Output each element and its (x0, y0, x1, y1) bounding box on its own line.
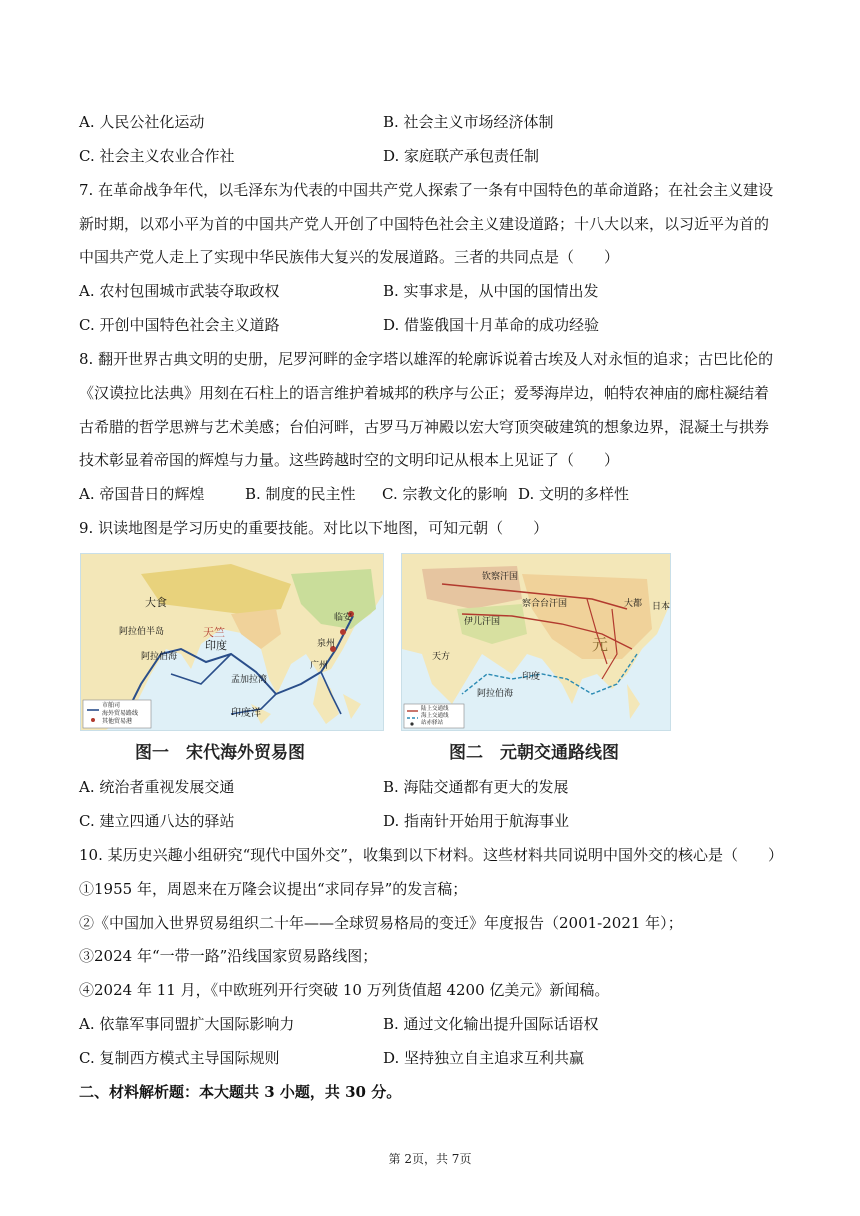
q7-option-d: D. 借鉴俄国十月革命的成功经验 (383, 316, 600, 334)
map1-legend-item-1: 市舶司 (102, 702, 121, 709)
q9-option-c: C. 建立四通八达的驿站 (79, 812, 235, 830)
q8-option-b: B. 制度的民主性 (245, 485, 356, 503)
yuan-routes-map (401, 553, 671, 731)
map2-legend (421, 706, 449, 727)
q8-stem-line-4: 技术彰显着帝国的辉煌与力量。这些跨越时空的文明印记从根本上见证了（ ） (79, 451, 620, 469)
map1-legend-item-2: 海外贸易路线 (102, 710, 139, 717)
q10-option-c: C. 复制西方模式主导国际规则 (79, 1049, 280, 1067)
map1-label-tianzhu: 天竺 (203, 626, 225, 639)
map1-label-bay-of-bengal: 孟加拉湾 (231, 675, 268, 685)
map2-label-ilkhanate: 伊儿汗国 (464, 617, 501, 627)
q6-option-a: A. 人民公社化运动 (79, 113, 205, 131)
q8-stem-line-1: 8. 翻开世界古典文明的史册，尼罗河畔的金字塔以雄浑的轮廓诉说着古埃及人对永恒的追求；古巴比伦的 (79, 350, 774, 368)
q9-stem: 9. 识读地图是学习历史的重要技能。对比以下地图，可知元朝（ ） (79, 519, 549, 537)
map1-label-guangzhou: 广州 (310, 661, 329, 671)
q10-option-d: D. 坚持独立自主追求互利共赢 (383, 1049, 585, 1067)
map1-label-arabian-sea: 阿拉伯海 (141, 652, 178, 662)
map2-legend-item-3: 站赤驿站 (421, 720, 444, 726)
map2-label-tianfang: 天方 (432, 652, 451, 662)
q7-stem-line-2: 新时期，以邓小平为首的中国共产党人开创了中国特色社会主义建设道路；十八大以来，以习近平为首的 (79, 215, 770, 233)
q10-stem: 10. 某历史兴趣小组研究“现代中国外交”，收集到以下材料。这些材料共同说明中国外交的核心是（ ） (79, 846, 783, 864)
map2-label-arabian-sea: 阿拉伯海 (477, 689, 514, 699)
map1-legend-item-3: 其他贸易港 (102, 718, 133, 725)
q10-material-1: ①1955 年，周恩来在万隆会议提出“求同存异”的发言稿； (79, 880, 468, 898)
q7-option-a: A. 农村包围城市武装夺取政权 (79, 282, 280, 300)
q9-option-b: B. 海陆交通都有更大的发展 (383, 778, 569, 796)
map1-label-indian-ocean: 印度洋 (231, 708, 261, 719)
q10-material-2: ②《中国加入世界贸易组织二十年——全球贸易格局的变迁》年度报告（2001-2021 年）； (79, 914, 683, 932)
map2-legend-item-1: 陆上交通线 (421, 706, 449, 712)
q9-option-d: D. 指南针开始用于航海事业 (383, 812, 570, 830)
map1-label-linan: 临安 (334, 613, 353, 623)
q10-option-b: B. 通过文化输出提升国际话语权 (383, 1015, 599, 1033)
map2-label-dadu: 大都 (624, 599, 643, 609)
q7-stem-line-3: 中国共产党人走上了实现中华民族伟大复兴的发展道路。三者的共同点是（ ） (79, 248, 620, 266)
map1-legend (102, 702, 138, 726)
q10-material-3: ③2024 年“一带一路”沿线国家贸易路线图； (79, 947, 378, 965)
q8-option-c: C. 宗教文化的影响 (382, 485, 508, 503)
q10-material-4: ④2024 年 11 月，《中欧班列开行突破 10 万列货值超 4200 亿美元》新闻稿。 (79, 981, 610, 999)
q8-stem-line-3: 古希腊的哲学思辨与艺术美感；台伯河畔，古罗马万神殿以宏大穹顶突破建筑的想象边界，混凝土与拱券 (79, 418, 770, 436)
q8-option-a: A. 帝国昔日的辉煌 (79, 485, 205, 503)
q10-option-a: A. 依靠军事同盟扩大国际影响力 (79, 1015, 295, 1033)
map1-label-arabia: 阿拉伯半岛 (119, 627, 165, 637)
map1-label-india: 印度 (205, 639, 227, 652)
map2-caption: 图二 元朝交通路线图 (449, 743, 619, 763)
map1-label-quanzhou: 泉州 (317, 639, 336, 649)
q8-stem-line-2: 《汉谟拉比法典》用刻在石柱上的语言维护着城邦的秩序与公正；爱琴海岸边，帕特农神庙的廊柱凝结着 (79, 384, 770, 402)
q6-option-c: C. 社会主义农业合作社 (79, 147, 235, 165)
map2-label-kipchak: 钦察汗国 (482, 572, 519, 582)
q7-option-c: C. 开创中国特色社会主义道路 (79, 316, 280, 334)
map2-label-chagatai: 察合台汗国 (522, 599, 568, 609)
song-trade-map (80, 553, 384, 731)
section-2-heading: 二、材料解析题：本大题共 3 小题，共 30 分。 (79, 1083, 402, 1101)
map1-label-dashi: 大食 (145, 596, 167, 609)
map2-legend-item-2: 海上交通线 (421, 713, 449, 719)
map2-label-india: 印度 (522, 672, 541, 682)
map2-label-japan: 日本 (652, 602, 671, 612)
page-footer: 第 2页，共 7页 (388, 1152, 472, 1166)
q6-option-d: D. 家庭联产承包责任制 (383, 147, 540, 165)
q7-option-b: B. 实事求是，从中国的国情出发 (383, 282, 599, 300)
map2-label-yuan: 元 (592, 635, 609, 654)
q6-option-b: B. 社会主义市场经济体制 (383, 113, 554, 131)
q7-stem-line-1: 7. 在革命战争年代，以毛泽东为代表的中国共产党人探索了一条有中国特色的革命道路；在社会主义建设 (79, 181, 774, 199)
q8-option-d: D. 文明的多样性 (518, 485, 630, 503)
map1-caption: 图一 宋代海外贸易图 (135, 743, 305, 763)
q9-option-a: A. 统治者重视发展交通 (79, 778, 235, 796)
yuan-routes-map-drawing (402, 554, 670, 730)
